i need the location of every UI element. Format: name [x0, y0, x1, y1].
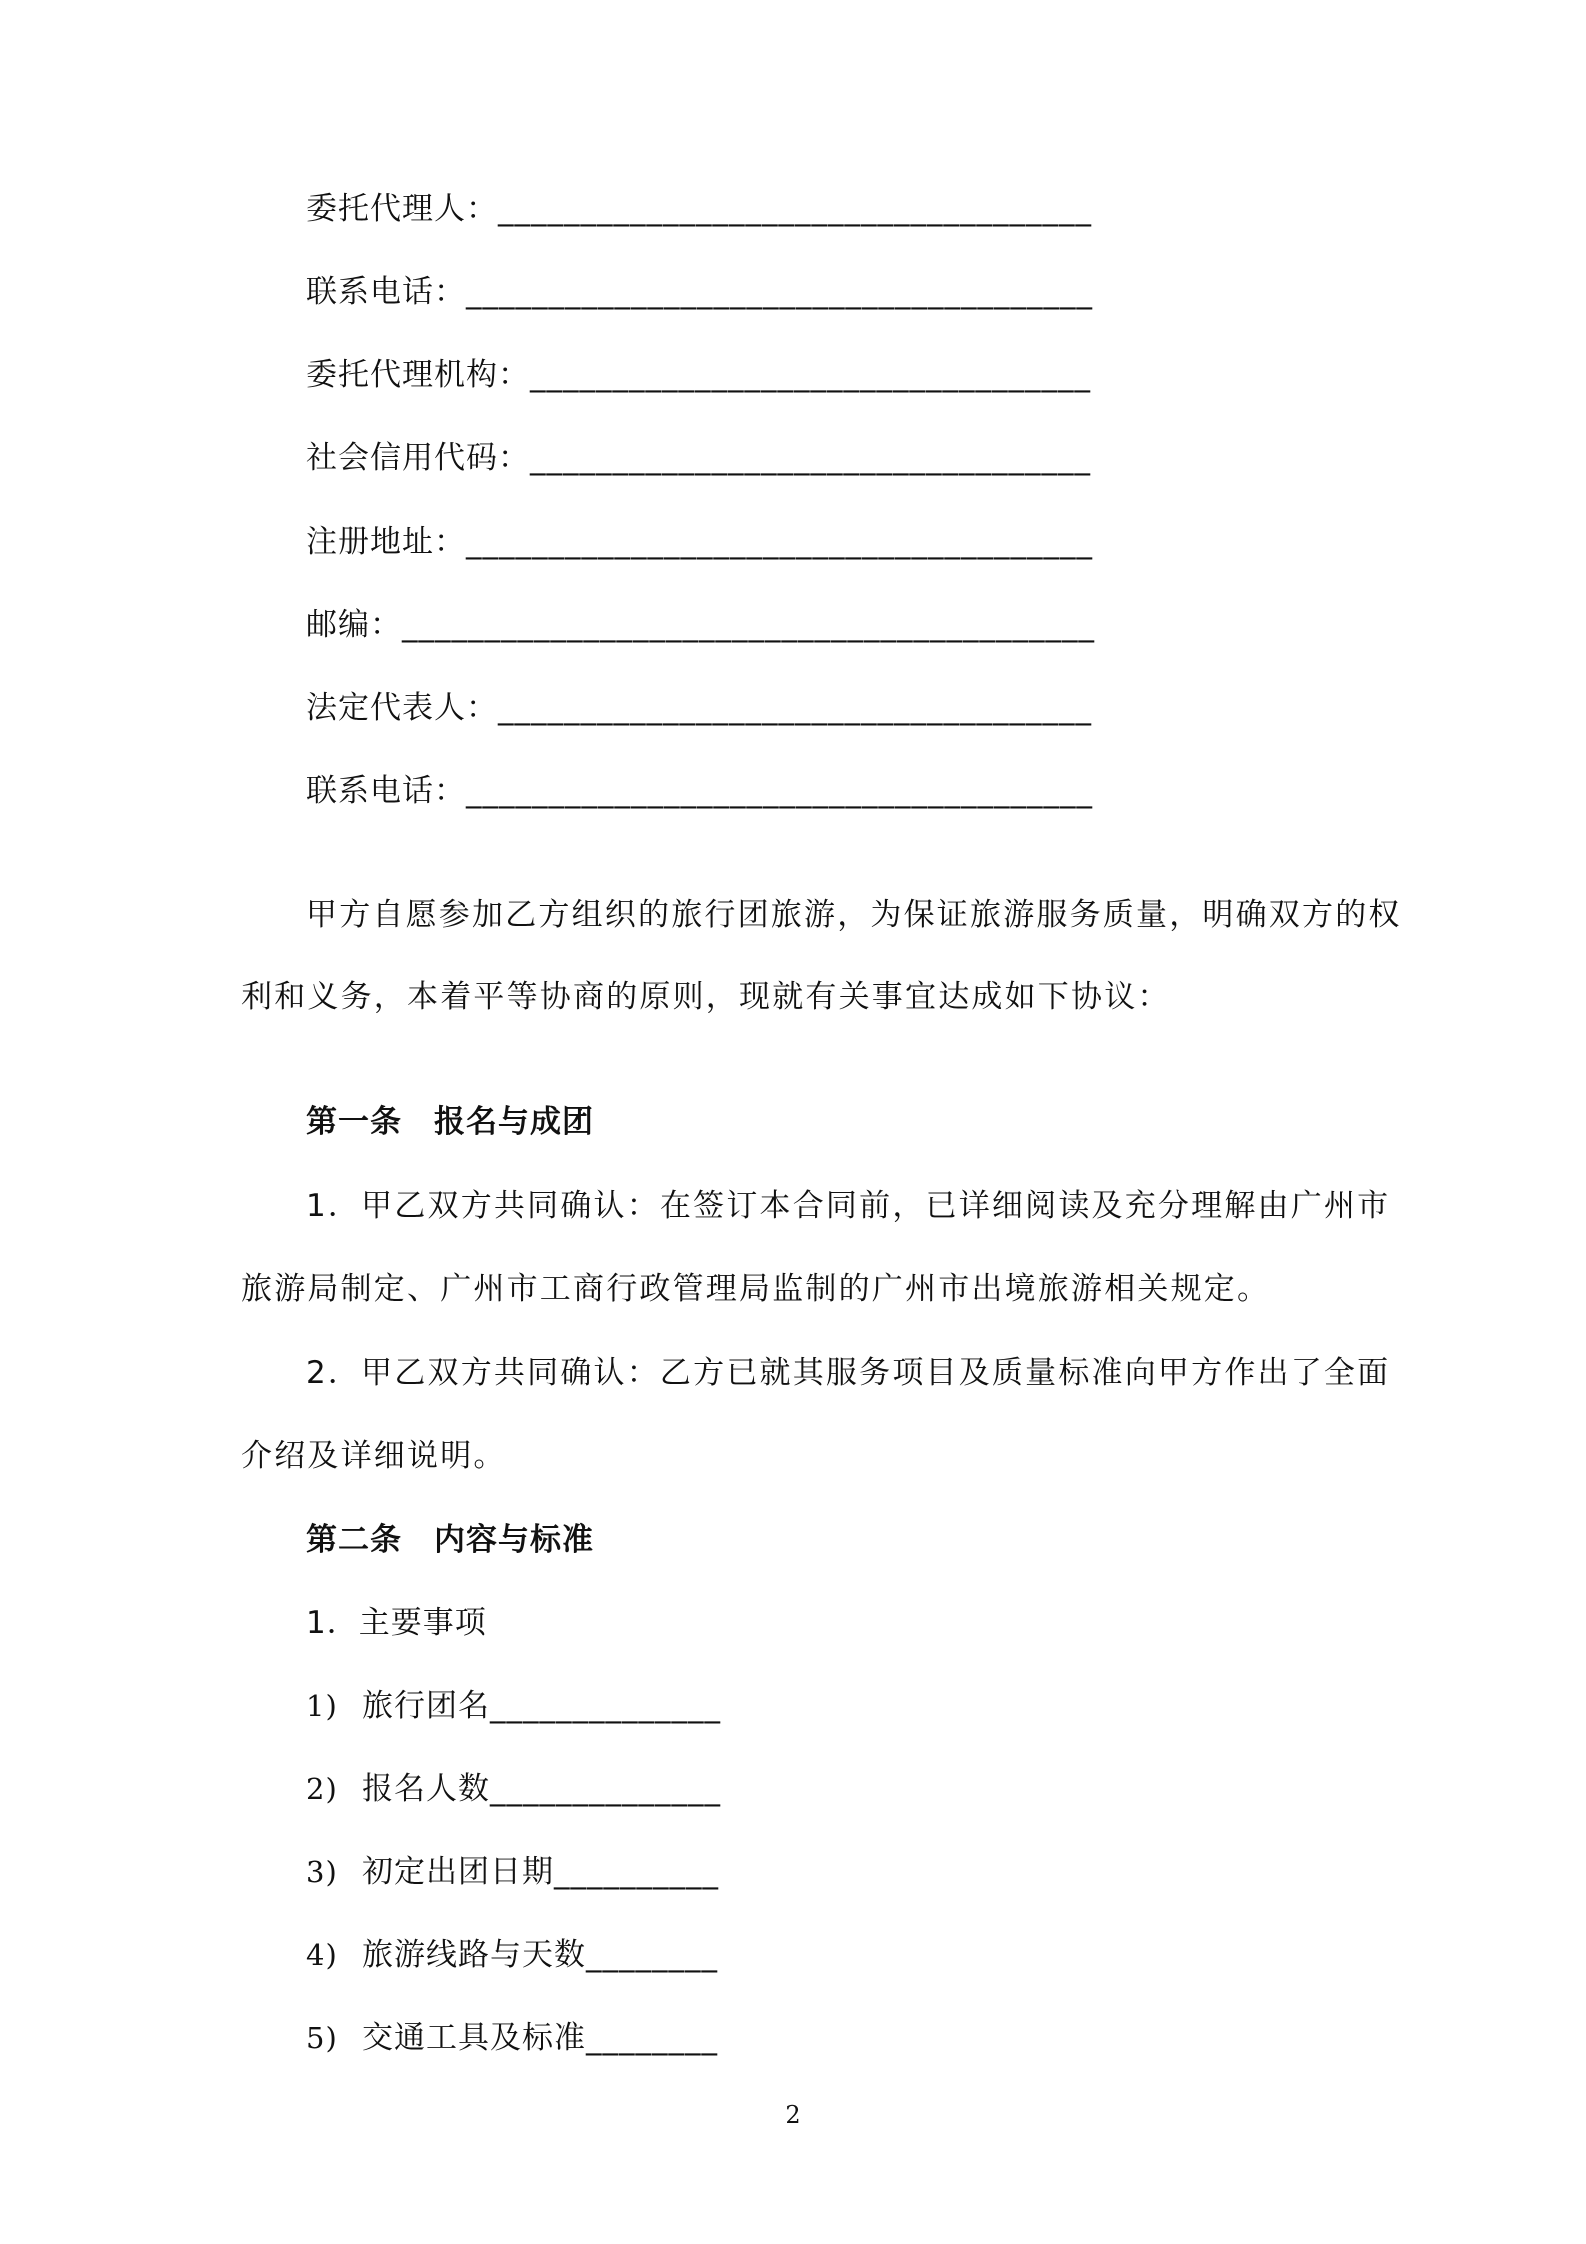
list-item-text: 旅行团名______________ — [362, 1688, 721, 1724]
list-item-text: 旅游线路与天数________ — [362, 1937, 718, 1973]
article-1-item-2-line-1: 2．甲乙双方共同确认：乙方已就其服务项目及质量标准向甲方作出了全面 — [306, 1355, 1391, 1391]
article-1-heading: 第一条 报名与成团 — [306, 1104, 594, 1140]
list-item-3 — [306, 1852, 719, 1892]
field-legal-rep: 法定代表人：____________________________________ — [306, 690, 1092, 726]
page-number: 2 — [785, 2101, 801, 2129]
list-item-number: 4) — [306, 1938, 338, 1972]
list-item-text: 初定出团日期__________ — [362, 1854, 719, 1890]
list-item-number: 1) — [306, 1689, 338, 1723]
list-item-number: 5) — [306, 2021, 338, 2055]
list-item-2 — [306, 1769, 721, 1809]
list-item-text: 报名人数______________ — [362, 1771, 721, 1807]
list-item-number: 2) — [306, 1772, 338, 1806]
list-item-5 — [306, 2018, 718, 2058]
intro-line-2: 利和义务，本着平等协商的原则，现就有关事宜达成如下协议： — [241, 979, 1171, 1015]
article-2-heading: 第二条 内容与标准 — [306, 1522, 594, 1558]
article-1-item-2-line-2: 介绍及详细说明。 — [241, 1438, 507, 1474]
field-credit-code: 社会信用代码：__________________________________ — [306, 440, 1091, 476]
article-2-subheading: 1．主要事项 — [306, 1605, 487, 1641]
list-item-text: 交通工具及标准________ — [362, 2020, 718, 2056]
list-item-1 — [306, 1686, 721, 1726]
field-agency: 委托代理机构：__________________________________ — [306, 357, 1091, 393]
article-1-item-1-line-1: 1．甲乙双方共同确认：在签订本合同前，已详细阅读及充分理解由广州市 — [306, 1188, 1391, 1224]
article-1-item-1-line-2: 旅游局制定、广州市工商行政管理局监制的广州市出境旅游相关规定。 — [241, 1271, 1271, 1307]
field-address: 注册地址：______________________________________ — [306, 524, 1093, 560]
field-phone-2: 联系电话：______________________________________ — [306, 773, 1093, 809]
list-item-4 — [306, 1935, 718, 1975]
list-item-number: 3) — [306, 1855, 338, 1889]
field-agent: 委托代理人：____________________________________ — [306, 191, 1092, 227]
intro-line-1: 甲方自愿参加乙方组织的旅行团旅游，为保证旅游服务质量，明确双方的权 — [306, 897, 1402, 933]
field-postcode: 邮编：__________________________________________ — [306, 607, 1095, 643]
field-phone: 联系电话：______________________________________ — [306, 274, 1093, 310]
